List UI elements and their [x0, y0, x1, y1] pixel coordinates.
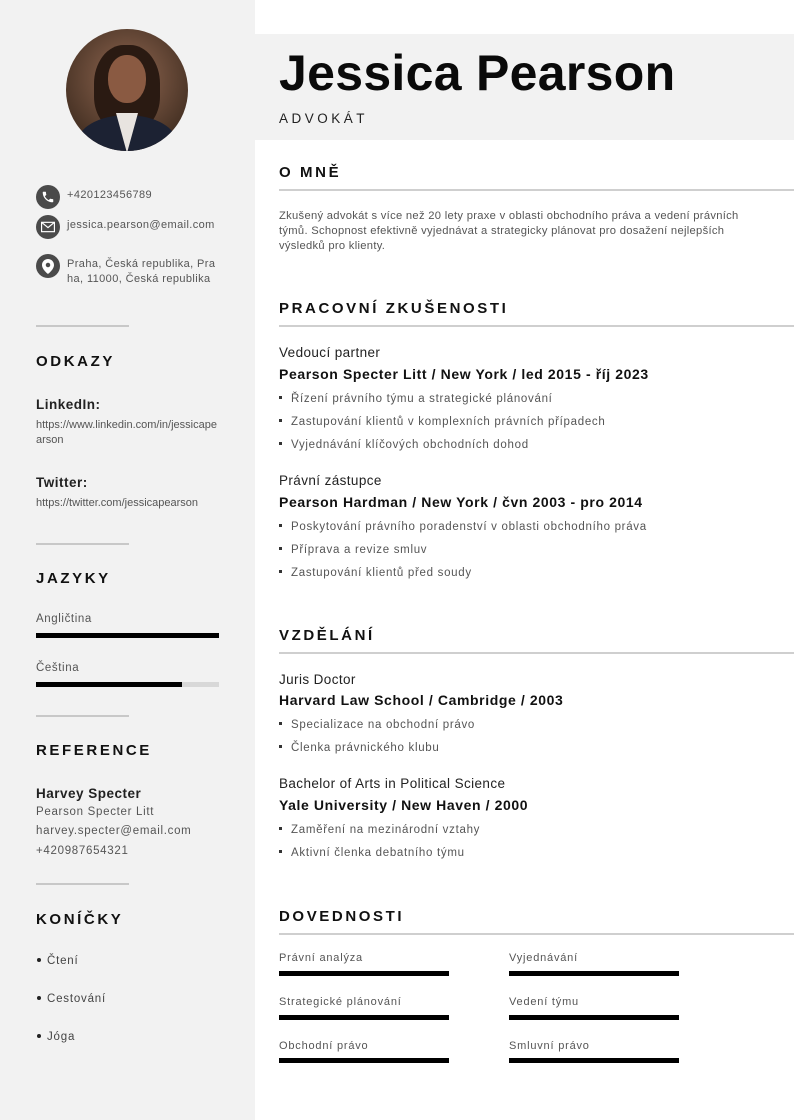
- skill-name: Vedení týmu: [509, 996, 579, 1008]
- bullet-icon: [279, 419, 282, 422]
- linkedin-label: LinkedIn:: [36, 397, 101, 412]
- hobby-item: Jóga: [37, 1031, 75, 1043]
- job-bullet: Zastupování klientů před soudy: [279, 567, 472, 579]
- hobby-item: Cestování: [37, 993, 106, 1005]
- experience-heading: PRACOVNÍ ZKUŠENOSTI: [279, 300, 509, 317]
- job-details: Pearson Specter Litt / New York / led 2015 - říj 2023: [279, 366, 649, 382]
- language-name: Čeština: [36, 662, 80, 674]
- bullet-icon: [37, 996, 41, 1000]
- skill-level-bar: [279, 971, 449, 976]
- job-details: Pearson Hardman / New York / čvn 2003 - pro 2014: [279, 494, 643, 510]
- job-bullet: Vyjednávání klíčových obchodních dohod: [279, 439, 529, 451]
- location-pin-icon: [36, 254, 60, 278]
- bullet-icon: [37, 958, 41, 962]
- email-link[interactable]: jessica.pearson@email.com: [67, 219, 215, 231]
- language-level-bar: [36, 682, 219, 687]
- job-role: Vedoucí partner: [279, 345, 381, 360]
- job-bullet: Řízení právního týmu a strategické plánování: [279, 393, 553, 405]
- twitter-link[interactable]: https://twitter.com/jessicapearson: [36, 497, 199, 509]
- language-level-bar: [36, 633, 219, 638]
- skill-level-bar: [279, 1015, 449, 1020]
- job-bullet: Příprava a revize smluv: [279, 544, 427, 556]
- skill-name: Vyjednávání: [509, 952, 578, 964]
- reference-heading: REFERENCE: [36, 742, 152, 759]
- section-rule: [279, 325, 794, 327]
- twitter-label: Twitter:: [36, 475, 88, 490]
- bullet-icon: [279, 722, 282, 725]
- bullet-icon: [279, 850, 282, 853]
- bullet-icon: [279, 524, 282, 527]
- envelope-icon: [36, 215, 60, 239]
- bullet-icon: [279, 570, 282, 573]
- about-text: Zkušený advokát s více než 20 lety praxe v oblasti obchodního práva a vedení právních týmů. Schopnost efektivně vyjednávat a strategicky plánovat pro dosažení nejlepších výsledků pro klienty.: [279, 210, 739, 252]
- links-heading: ODKAZY: [36, 353, 115, 370]
- reference-phone: +420987654321: [36, 845, 129, 857]
- header: [255, 34, 794, 140]
- contact-address: [36, 254, 216, 286]
- bullet-icon: [279, 396, 282, 399]
- hobby-item: Čtení: [37, 955, 79, 967]
- contact-email: [36, 215, 216, 239]
- linkedin-link[interactable]: https://www.linkedin.com/in/jessicapearson: [36, 419, 217, 446]
- job-bullet: Zastupování klientů v komplexních právních případech: [279, 416, 605, 428]
- education-bullet: Specializace na obchodní právo: [279, 719, 475, 731]
- sidebar-divider: [36, 715, 129, 717]
- skills-heading: DOVEDNOSTI: [279, 908, 405, 925]
- sidebar-divider: [36, 543, 129, 545]
- section-rule: [279, 652, 794, 654]
- job-title: ADVOKÁT: [279, 111, 369, 126]
- education-degree: Bachelor of Arts in Political Science: [279, 776, 506, 791]
- about-heading: O MNĚ: [279, 164, 342, 181]
- reference-company: Pearson Specter Litt: [36, 806, 155, 818]
- education-details: Harvard Law School / Cambridge / 2003: [279, 692, 564, 708]
- education-heading: VZDĚLÁNÍ: [279, 627, 375, 644]
- skill-name: Strategické plánování: [279, 996, 402, 1008]
- contact-phone: [36, 185, 216, 209]
- skill-name: Právní analýza: [279, 952, 363, 964]
- phone-icon: [36, 185, 60, 209]
- candidate-name: Jessica Pearson: [279, 45, 676, 101]
- address-text: Praha, Česká republika, Praha, 11000, Česká republika: [67, 258, 216, 285]
- education-details: Yale University / New Haven / 2000: [279, 797, 529, 813]
- education-degree: Juris Doctor: [279, 672, 356, 687]
- profile-photo: [66, 29, 188, 151]
- education-bullet: Členka právnického klubu: [279, 742, 440, 754]
- reference-name: Harvey Specter: [36, 786, 142, 801]
- bullet-icon: [37, 1034, 41, 1038]
- sidebar-divider: [36, 883, 129, 885]
- skill-name: Smluvní právo: [509, 1040, 590, 1052]
- skill-level-bar: [509, 1058, 679, 1063]
- phone-text: +420123456789: [67, 189, 153, 201]
- skill-level-bar: [509, 971, 679, 976]
- job-role: Právní zástupce: [279, 473, 382, 488]
- job-bullet: Poskytování právního poradenství v oblasti obchodního práva: [279, 521, 647, 533]
- skill-name: Obchodní právo: [279, 1040, 369, 1052]
- education-bullet: Aktivní členka debatního týmu: [279, 847, 465, 859]
- bullet-icon: [279, 827, 282, 830]
- hobbies-heading: KONÍČKY: [36, 911, 124, 928]
- skill-level-bar: [279, 1058, 449, 1063]
- sidebar-divider: [36, 325, 129, 327]
- bullet-icon: [279, 547, 282, 550]
- sidebar: [0, 0, 255, 1120]
- section-rule: [279, 933, 794, 935]
- skill-level-bar: [509, 1015, 679, 1020]
- section-rule: [279, 189, 794, 191]
- bullet-icon: [279, 745, 282, 748]
- education-bullet: Zaměření na mezinárodní vztahy: [279, 824, 480, 836]
- reference-email[interactable]: harvey.specter@email.com: [36, 825, 192, 837]
- bullet-icon: [279, 442, 282, 445]
- main-content: [255, 0, 794, 1120]
- languages-heading: JAZYKY: [36, 570, 111, 587]
- language-name: Angličtina: [36, 613, 92, 625]
